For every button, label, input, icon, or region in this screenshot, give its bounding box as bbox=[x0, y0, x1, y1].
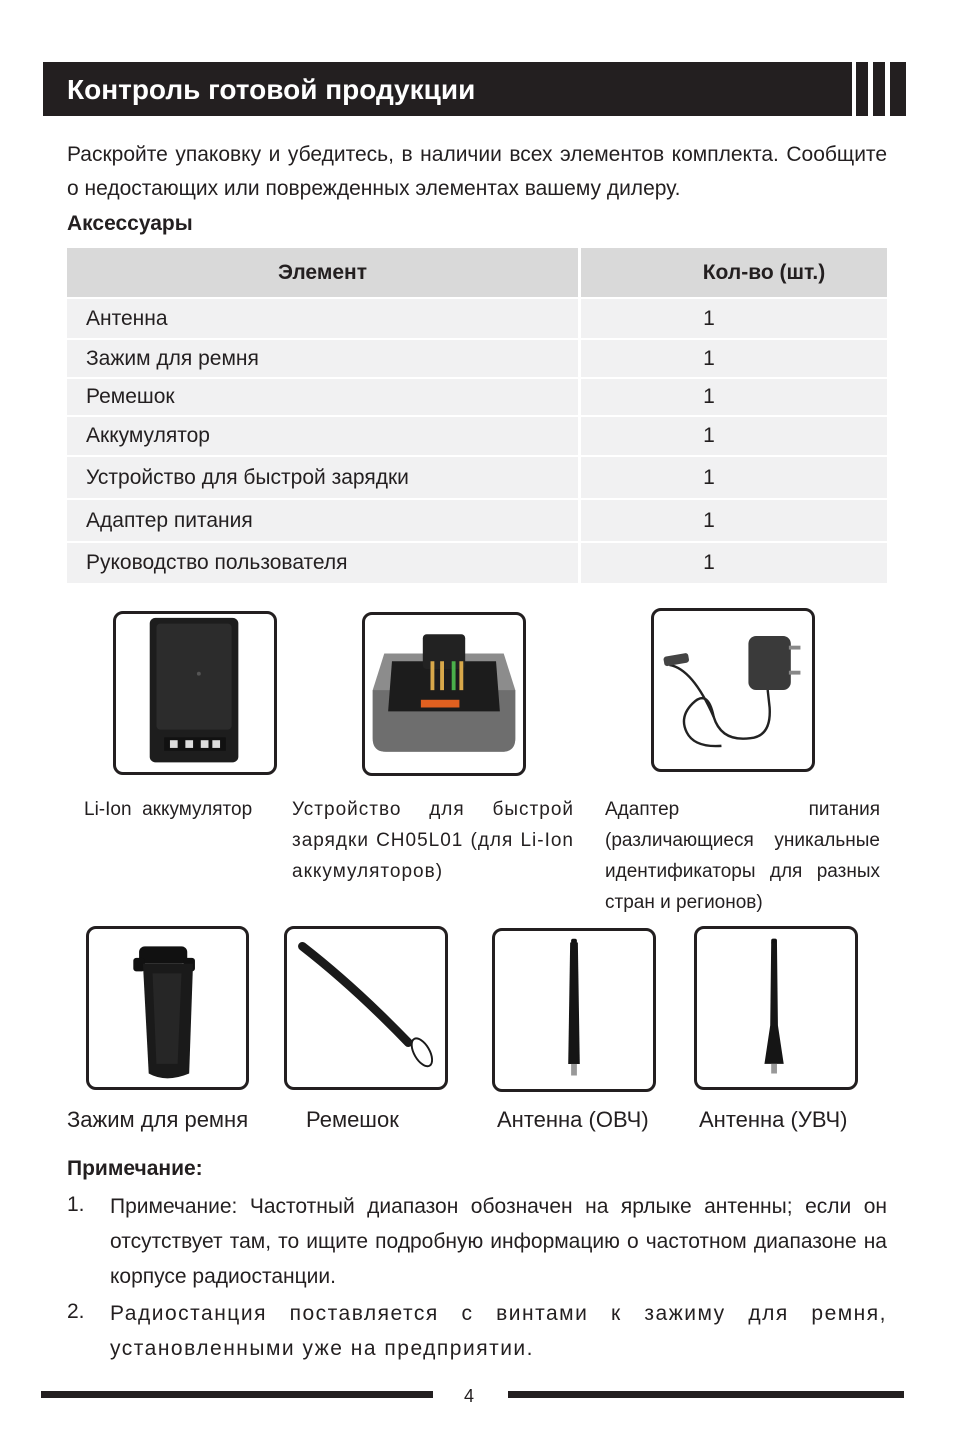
qty-cell: 1 bbox=[580, 339, 888, 378]
header-stripe bbox=[873, 62, 885, 116]
charger-photo-icon bbox=[362, 612, 526, 776]
qty-cell: 1 bbox=[580, 378, 888, 416]
belt-clip-photo-icon bbox=[86, 926, 249, 1090]
table-row bbox=[67, 499, 887, 542]
item-cell: Антенна bbox=[67, 298, 580, 339]
item-cell: Адаптер питания bbox=[67, 499, 580, 542]
header-stripe bbox=[856, 62, 868, 116]
power-adapter-photo-icon bbox=[651, 608, 815, 772]
battery-caption: Li-Ion аккумулятор bbox=[84, 799, 253, 820]
strap-caption: Ремешок bbox=[306, 1107, 399, 1132]
table-row bbox=[67, 339, 887, 378]
charger-caption: Устройство для быстрой зарядки CH05L01 (для Li-Ion аккумуляторов) bbox=[292, 799, 574, 882]
accessories-heading: Аксессуары bbox=[67, 212, 193, 235]
footer-rule-right bbox=[508, 1391, 904, 1398]
qty-cell: 1 bbox=[580, 456, 888, 499]
antenna-vhf-photo-icon bbox=[492, 928, 656, 1092]
item-cell: Руководство пользователя bbox=[67, 542, 580, 583]
table-row bbox=[67, 542, 887, 583]
qty-cell: 1 bbox=[580, 499, 888, 542]
qty-cell: 1 bbox=[580, 298, 888, 339]
column-header-qty: Кол-во (шт.) bbox=[580, 248, 888, 298]
table-row bbox=[67, 298, 887, 339]
column-header-item: Элемент bbox=[67, 248, 580, 298]
table-header-row bbox=[67, 248, 887, 298]
clip-caption: Зажим для ремня bbox=[67, 1107, 249, 1132]
header-stripe bbox=[890, 62, 906, 116]
antenna-vhf-caption: Антенна (ОВЧ) bbox=[497, 1107, 649, 1132]
item-cell: Устройство для быстрой зарядки bbox=[67, 456, 580, 499]
antenna-uhf-caption: Антенна (УВЧ) bbox=[699, 1107, 848, 1132]
item-cell: Ремешок bbox=[67, 378, 580, 416]
note-number: 2. bbox=[67, 1300, 85, 1323]
antenna-uhf-photo-icon bbox=[694, 926, 858, 1090]
item-cell: Аккумулятор bbox=[67, 416, 580, 456]
page-title: Контроль готовой продукции bbox=[67, 74, 476, 105]
item-cell: Зажим для ремня bbox=[67, 339, 580, 378]
note-number: 1. bbox=[67, 1193, 85, 1216]
accessories-table bbox=[67, 248, 887, 583]
note-text: Радиостанция поставляется с винтами к зажиму для ремня, установленными уже на предприятии. bbox=[110, 1302, 887, 1360]
table-row bbox=[67, 456, 887, 499]
strap-photo-icon bbox=[284, 926, 448, 1090]
notes-heading: Примечание: bbox=[67, 1157, 203, 1180]
footer-rule-left bbox=[41, 1391, 433, 1398]
qty-cell: 1 bbox=[580, 542, 888, 583]
qty-cell: 1 bbox=[580, 416, 888, 456]
intro-paragraph: Раскройте упаковку и убедитесь, в наличии всех элементов комплекта. Сообщите о недостающих или поврежденных элементах вашему дилеру. bbox=[67, 143, 887, 200]
note-text: Примечание: Частотный диапазон обозначен на ярлыке антенны; если он отсутствует там, то ищите подробную информацию о частотном диапазоне на корпусе радиостанции. bbox=[110, 1195, 887, 1288]
table-row bbox=[67, 416, 887, 456]
battery-photo-icon bbox=[113, 611, 277, 775]
page-number: 4 bbox=[463, 1386, 474, 1406]
table-row bbox=[67, 378, 887, 416]
adapter-caption: Адаптер питания (различающиеся уникальные идентификаторы для разных стран и регионов) bbox=[605, 799, 880, 913]
